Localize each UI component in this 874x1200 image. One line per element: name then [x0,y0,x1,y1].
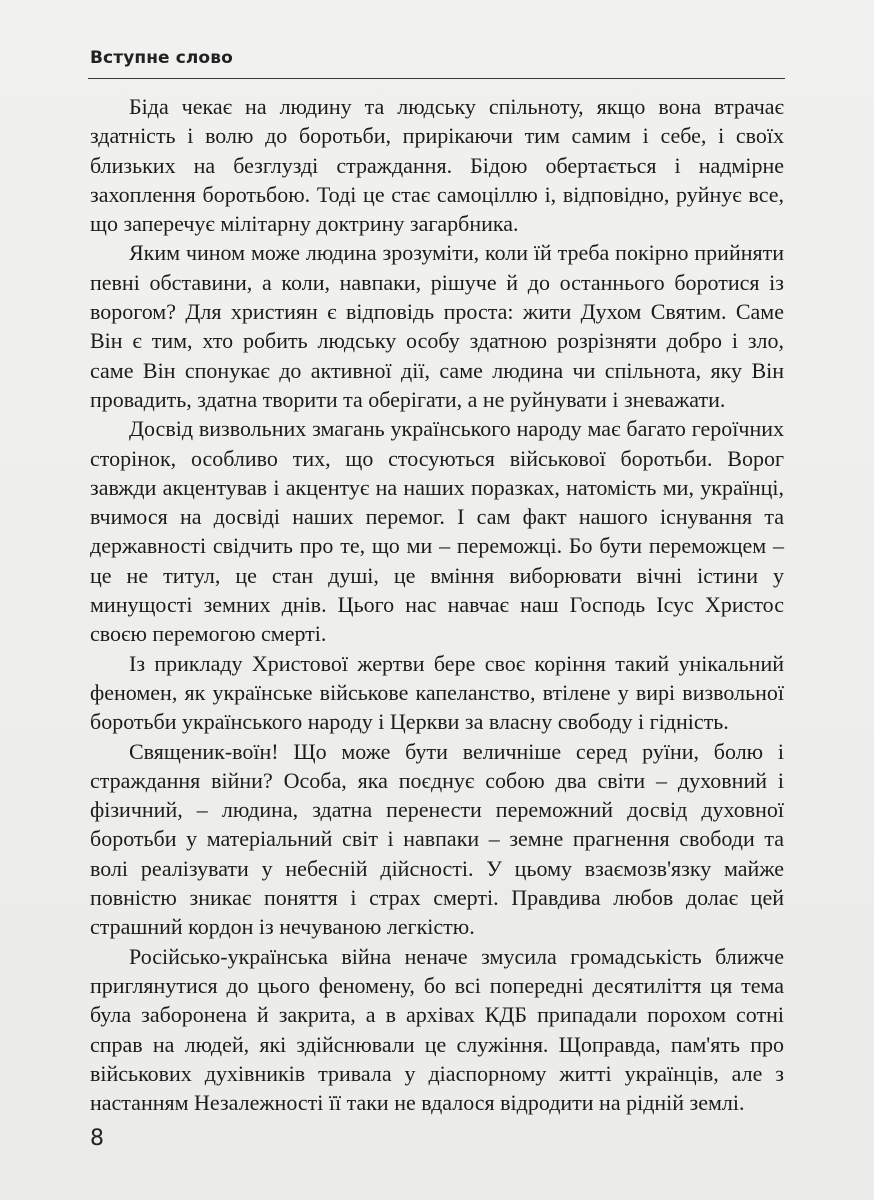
paragraph: Досвід визвольних змагань українського народу має багато героїчних сторінок, особливо тих, що стосуються військової боротьби. Ворог завжди акцентував і акцентує на наших поразках, натомість ми, українці, вчимося на досвіді наших перемог. І сам факт нашого існування та державності свідчить про те, що ми – переможці. Бо бути переможцем – це не титул, це стан душі, це вміння виборювати вічні істини у минущості земних днів. Цього нас навчає наш Господь Ісус Христос своєю перемогою смерті. [90,416,784,647]
paragraph: Яким чином може людина зрозуміти, коли їй треба покірно прийняти певні обставини, а коли, навпаки, рішуче й до останнього боротися із ворогом? Для християн є відповідь проста: жити Духом Святим. Саме Він є тим, хто робить людську особу здатною розрізняти добро і зло, саме Він спонукає до активної дії, саме людина чи спільнота, яку Він провадить, здатна творити та оберігати, а не руйнувати і зневажати. [90,240,784,412]
body-text [90,92,784,1117]
paragraph: Російсько-українська війна неначе змусила громадськість ближче приглянутися до цього феномену, бо всі попередні десятиліття ця тема була заборонена й закрита, а в архівах КДБ припадали порохом сотні справ на людей, які здійснювали це служіння. Щоправда, пам'ять про військових духівників тривала у діаспорному житті українців, але з настанням Незалежності її таки не вдалося відродити на рідній землі. [90,943,784,1116]
paragraph: Біда чекає на людину та людську спільноту, якщо вона втрачає здатність і волю до боротьби, прирікаючи тим самим і себе, і своїх близьких на безглузді страждання. Бідою обертається і надмірне захоплення боротьбою. Тоді це стає самоціллю і, відповідно, руйнує все, що заперечує мілітарну доктрину загарбника. [90,94,784,237]
paragraph: Із прикладу Христової жертви бере своє коріння такий унікальний феномен, як українське військове капеланство, втілене у вирі визвольної боротьби українського народу і Церкви за власну свободу і гідність. [90,650,784,735]
page-number: 8 [90,1126,104,1151]
running-header: Вступне слово [90,48,233,68]
paragraph: Священик-воїн! Що може бути величніше серед руїни, болю і страждання війни? Особа, яка поєднує собою два світи – духовний і фізичний, – людина, здатна перенести переможний досвід духовної боротьби у матеріальний світ і навпаки – земне прагнення свободи та волі реалізувати у небесній дійсності. У цьому взаємозв'язку майже повністю зникає поняття і страх смерті. Правдива любов долає цей страшний кордон із нечуваною легкістю. [90,738,784,940]
header-rule [88,78,785,79]
